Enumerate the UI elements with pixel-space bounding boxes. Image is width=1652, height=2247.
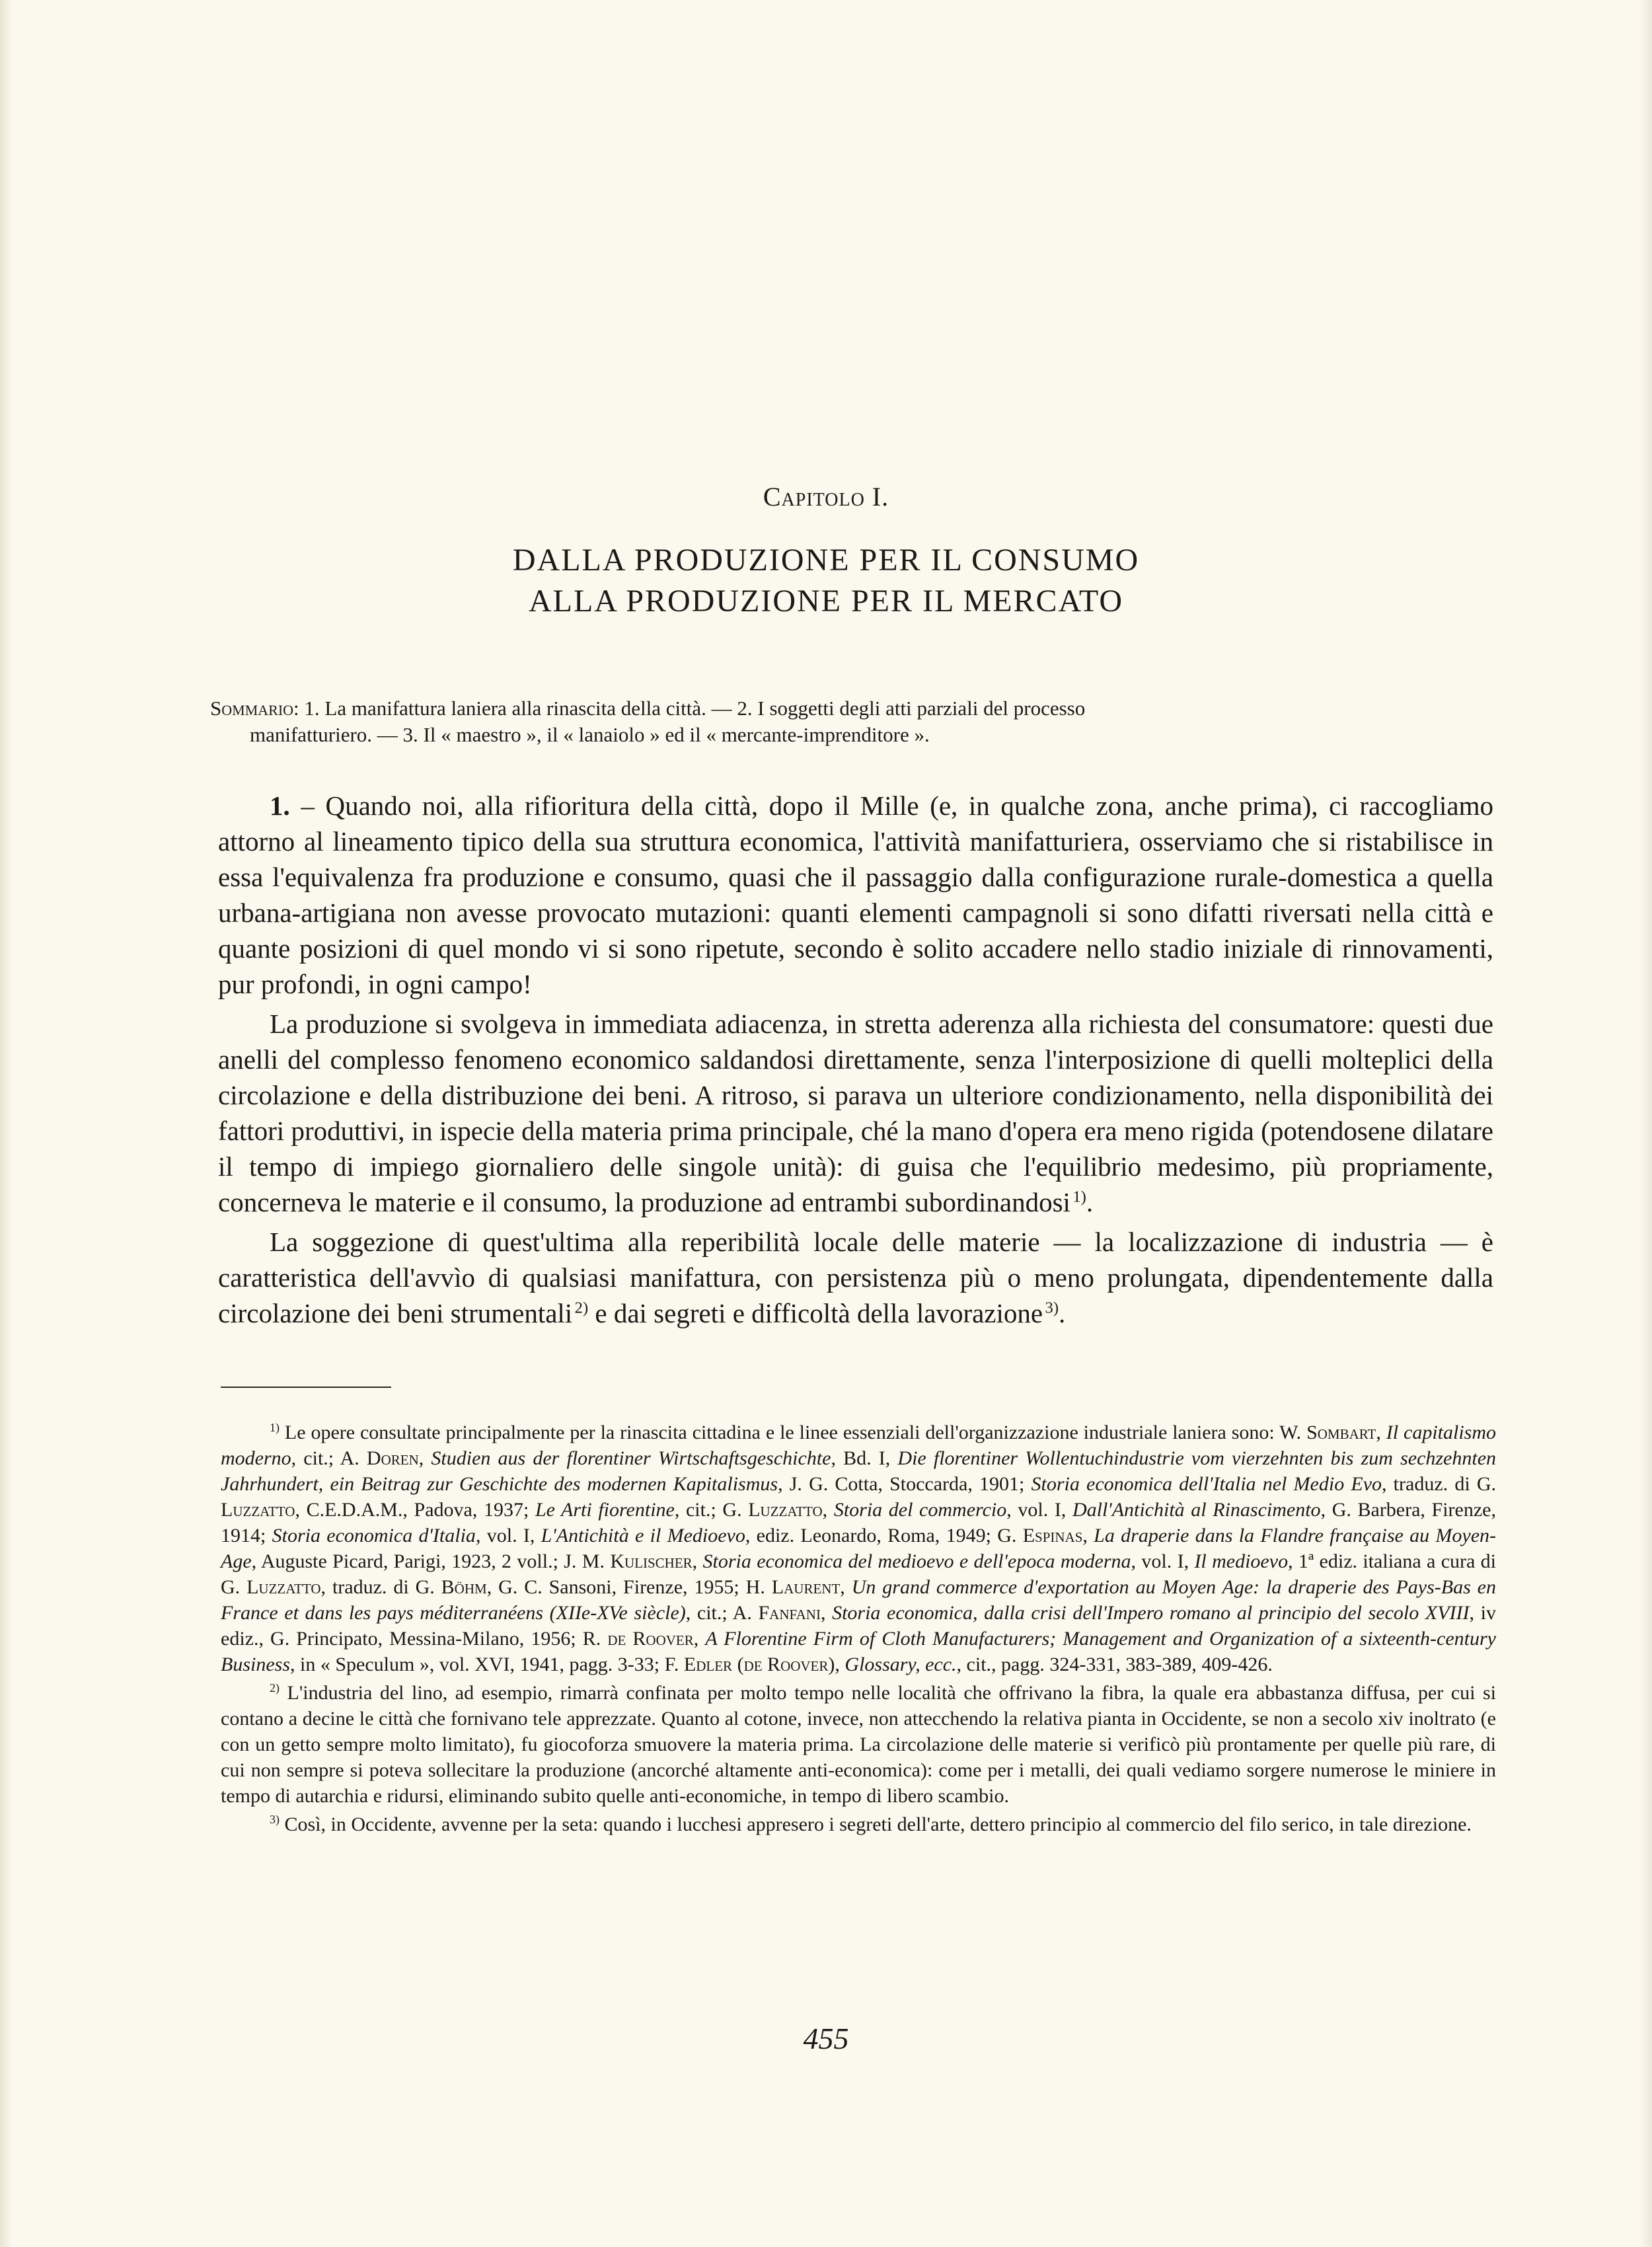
fn1-title: A Florentine Firm of Cloth Manufacturers; Management and Organization of a sixteenth-century Business: [221, 1628, 1496, 1675]
fn1-author: de Roover: [607, 1628, 694, 1650]
fn1-text: , iv ediz., G. Principato, Messina-Milano, 1956; R.: [221, 1602, 1496, 1650]
fn1-author: Laurent: [771, 1576, 841, 1598]
fn1-text: , C.E.D.A.M., Padova, 1937;: [295, 1499, 535, 1521]
fn1-title: Die florentiner Wollentuchindustrie vom vierzehnten bis zum sechzehnten Jahrhundert, ein Beitrag zur Geschichte des modernen Kapitalismus: [221, 1447, 1497, 1495]
page-edge-right: [1640, 0, 1652, 2247]
footnote-2-marker: 2): [270, 1681, 280, 1695]
fn1-text: , G. C. Sansoni, Firenze, 1955; H.: [486, 1576, 772, 1598]
body-text: [218, 788, 1493, 1335]
fn1-title: Il capitalismo moderno: [221, 1422, 1497, 1469]
footnote-3-text: Così, in Occidente, avvenne per la seta: quando i lucchesi appresero i segreti dell'arte, dettero principio al commercio del filo serico, in tale direzione.: [280, 1813, 1472, 1835]
fn1-author: Kulischer: [610, 1550, 693, 1572]
fn1-title: Dall'Antichità al Rinascimento: [1072, 1499, 1321, 1521]
fn1-text: , vol. I,: [475, 1525, 541, 1546]
fn1-text: , traduz. di G.: [1382, 1473, 1496, 1495]
fn1-author: Luzzatto: [221, 1499, 295, 1521]
chapter-summary: [210, 695, 1499, 748]
fn1-text: , Bd. I,: [831, 1447, 898, 1469]
summary-label: Sommario:: [210, 697, 299, 720]
footnote-2-text: L'industria del lino, ad esempio, rimarrà confinata per molto tempo nelle località che offrivano la fibra, la quale era abbastanza diffusa, per cui si contano a decine le città che fornivano tele apprezzate. Quanto al cotone, invece, non attecchendo la relativa pianta in Occidente, se non a secolo xiv inoltrato (e con un getto sempre molto limitato), fu giocoforza smuovere la materia prima. La circolazione delle materie si verificò più prontamente per quelle più rare, di cui non sempre si poteva sollecitare la produzione (ancorché altamente anti-economica): come per i metalli, dei quali vediamo sorgere numerose le miniere in tempo di autarchia e ridursi, eliminando subito quelle anti-economiche, in tempo di libero scambio.: [221, 1682, 1496, 1807]
fn1-text: , traduz. di G.: [320, 1576, 441, 1598]
paragraph-2-text: La produzione si svolgeva in immediata adiacenza, in stretta aderenza alla richiesta del consumatore: questi due anelli del complesso fenomeno economico saldandosi direttamente, senza l'interposizione di quelli molteplici della circolazione e della distribuzione dei beni. A ritroso, si parava un ulteriore condizionamento, nella disponibilità dei fattori produttivi, in ispecie della materia prima principale, ché la mano d'opera era meno rigida (potendosene dilatare il tempo di impiego giornaliero delle singole unità): di guisa che l'equilibrio medesimo, più propriamente, concerneva le materie e il consumo, la produzione ad entrambi subordinandosi: [218, 1009, 1493, 1217]
fn1-author: Fanfani: [758, 1602, 821, 1624]
fn1-title: Il medioevo: [1194, 1550, 1289, 1572]
paragraph-2-end: .: [1086, 1187, 1094, 1217]
summary-text-2: manifatturiero. — 3. Il « maestro », il « lanaiolo » ed il « mercante-imprenditore ».: [250, 723, 930, 746]
footnote-ref-2[interactable]: 2): [574, 1299, 589, 1317]
chapter-title-line-2: ALLA PRODUZIONE PER IL MERCATO: [528, 584, 1124, 619]
footnote-3-marker: 3): [270, 1813, 280, 1826]
fn1-author: Böhm: [441, 1576, 487, 1598]
paragraph-3: [218, 1224, 1493, 1331]
chapter-title-line-1: DALLA PRODUZIONE PER IL CONSUMO: [512, 543, 1140, 578]
paragraph-2: [218, 1006, 1493, 1220]
footnote-ref-1[interactable]: 1): [1072, 1188, 1086, 1206]
fn1-title: Studien aus der florentiner Wirtschaftsgeschichte: [431, 1447, 831, 1469]
paragraph-1-text: – Quando noi, alla rifioritura della città, dopo il Mille (e, in qualche zona, anche prima), ci raccogliamo attorno al lineamento tipico della sua struttura economica, l'attività manifatturiera, osserviamo che si ristabilisce in essa l'equivalenza fra produzione e consumo, quasi che il passaggio dalla configurazione rurale-domestica a quella urbana-artigiana non avesse provocato mutazioni: quanti elementi campagnoli si sono difatti riversati nella città e quante posizioni di quel mondo vi si sono ripetute, secondo è solito accadere nello stadio iniziale di rinnovamenti, pur profondi, in ogni campo!: [218, 790, 1493, 999]
fn1-author: Luzzatto: [748, 1499, 823, 1521]
fn1-author: Sombart: [1306, 1422, 1376, 1443]
section-number: 1.: [270, 790, 290, 821]
fn1-author: Edler: [683, 1654, 733, 1675]
paragraph-3-text-a: La soggezione di quest'ultima alla reperibilità locale delle materie — la localizzazione di industria — è caratteristica dell'avvìo di qualsiasi manifattura, con persistenza più o meno prolungata, dipendentemente dalla circolazione dei beni strumentali: [218, 1227, 1493, 1328]
footnote-separator: [221, 1387, 391, 1388]
fn1-title: Storia economica del medioevo e dell'epoca moderna: [702, 1550, 1131, 1572]
chapter-label: [0, 481, 1652, 512]
paragraph-1: [218, 788, 1493, 1002]
fn1-title: L'Antichità e il Medioevo: [541, 1525, 745, 1546]
fn1-title: Le Arti fiorentine: [535, 1499, 675, 1521]
fn1-text: , cit.; A.: [291, 1447, 367, 1469]
paragraph-3-end: .: [1059, 1298, 1066, 1328]
fn1-text: ),: [828, 1654, 845, 1675]
paragraph-3-text-b: e dai segreti e difficoltà della lavorazione: [588, 1298, 1043, 1328]
fn1-text: (: [732, 1654, 744, 1675]
fn1-title: Storia economica d'Italia: [272, 1525, 476, 1546]
fn1-text: , J. G. Cotta, Stoccarda, 1901;: [778, 1473, 1032, 1495]
footnote-2: [221, 1680, 1496, 1809]
footnote-ref-3[interactable]: 3): [1045, 1299, 1059, 1317]
page-edge-left: [0, 0, 12, 2247]
fn1-text: , in « Speculum », vol. XVI, 1941, pagg. 3-33; F.: [290, 1654, 684, 1675]
fn1-title: Glossary, ecc.: [845, 1654, 957, 1675]
summary-text-1: 1. La manifattura laniera alla rinascita della città. — 2. I soggetti degli atti parziali del processo: [304, 697, 1086, 720]
chapter-label-text: Capitolo I.: [763, 482, 889, 512]
fn1-title: Storia economica dell'Italia nel Medio Evo: [1031, 1473, 1382, 1495]
fn1-title: La draperie dans la Flandre française au Moyen-Age: [221, 1525, 1497, 1572]
footnote-1-marker: 1): [270, 1421, 280, 1434]
fn1-title: Storia economica, dalla crisi dell'Impero romano al principio del secolo XVIII: [832, 1602, 1470, 1624]
fn1-text: , Auguste Picard, Parigi, 1923, 2 voll.; J. M.: [251, 1550, 611, 1572]
page-number: 455: [803, 2022, 849, 2055]
footnote-3: [221, 1811, 1496, 1837]
fn1-text: , cit., pagg. 324-331, 383-389, 409-426.: [956, 1654, 1273, 1675]
fn1-text: , vol. I,: [1006, 1499, 1072, 1521]
fn1-text: , cit.; A.: [685, 1602, 759, 1624]
fn1-author: Luzzatto: [246, 1576, 321, 1598]
fn1-title: Storia del commercio: [833, 1499, 1007, 1521]
fn1-text: Le opere consultate principalmente per la rinascita cittadina e le linee essenziali dell'organizzazione industriale laniera sono: W.: [280, 1422, 1307, 1443]
footnote-1: $^{1)}$ Le opere consultate principalmente per la rinascita cittadina e le linee essenziali dell'organizzazione industriale laniera sono: W. Sombart, Il capitalismo moderno, cit.; A. Doren, Studien aus der florentiner Wirtschaftsgeschichte, Bd. I, Die florentiner Wollentuchindustrie vom vierzehnten bis zum sechzehnten Jahrhundert, ein Beitrag zur Geschichte des modernen Kapitalismus, J. G. Cotta, Stoccarda, 1901; Storia economica dell'Italia nel Medio Evo, traduz. di G. Luzzatto, C.E.D.A.M., Padova, 1937; Le Arti fiorentine, cit.; G. Luzzatto, Storia del commercio, vol. I, Dall'Antichità al Rinascimento, G. Barbera, Firenze, 1914; Storia economica d'Italia, vol. I, L'Antichità e il Medioevo, ediz. Leonardo, Roma, 1949; G. Espinas, La draperie dans la Flandre française au Moyen-Age, Auguste Picard, Parigi, 1923, 2 voll.; J. M. Kulischer, Storia economica del medioevo e dell'epoca moderna, vol. I, Il medioevo, 1ª ediz. italiana a cura di G. Luzzatto, traduz. di G. Böhm, G. C. Sansoni, Firenze, 1955; H. Laurent, Un grand commerce d'exportation au Moyen Age: la draperie des Pays-Bas en France et dans les pays méditerranéens (XIIe-XVe siècle), cit.; A. Fanfani, Storia economica, dalla crisi dell'Impero romano al principio del secolo XVIII, iv ediz., G. Principato, Messina-Milano, 1956; R. de Roover, A Florentine Firm of Cloth Manufacturers; Management and Organization of a sixteenth-century Business, in « Speculum », vol. XVI, 1941, pagg. 3-33; F. Edler (de Roover), Glossary, ecc., cit., pagg. 324-331, 383-389, 409-426.: [221, 1421, 1497, 1675]
fn1-author: Espinas: [1022, 1525, 1083, 1546]
summary-line-1: [210, 695, 1499, 722]
fn1-text: , ediz. Leonardo, Roma, 1949; G.: [745, 1525, 1023, 1546]
fn1-text: , G. Barbera, Firenze, 1914;: [221, 1499, 1496, 1546]
fn1-text: , 1ª ediz. italiana a cura di G.: [221, 1550, 1497, 1598]
fn1-author: de Roover: [743, 1654, 829, 1675]
fn1-text: , vol. I,: [1131, 1550, 1195, 1572]
fn1-author: Doren: [366, 1447, 419, 1469]
fn1-text: , cit.; G.: [674, 1499, 749, 1521]
footnotes: [221, 1420, 1496, 1840]
fn1-title: Un grand commerce d'exportation au Moyen Age: la draperie des Pays-Bas en France et dans les pays méditerranéens (XIIe-XVe siècle): [221, 1576, 1496, 1624]
